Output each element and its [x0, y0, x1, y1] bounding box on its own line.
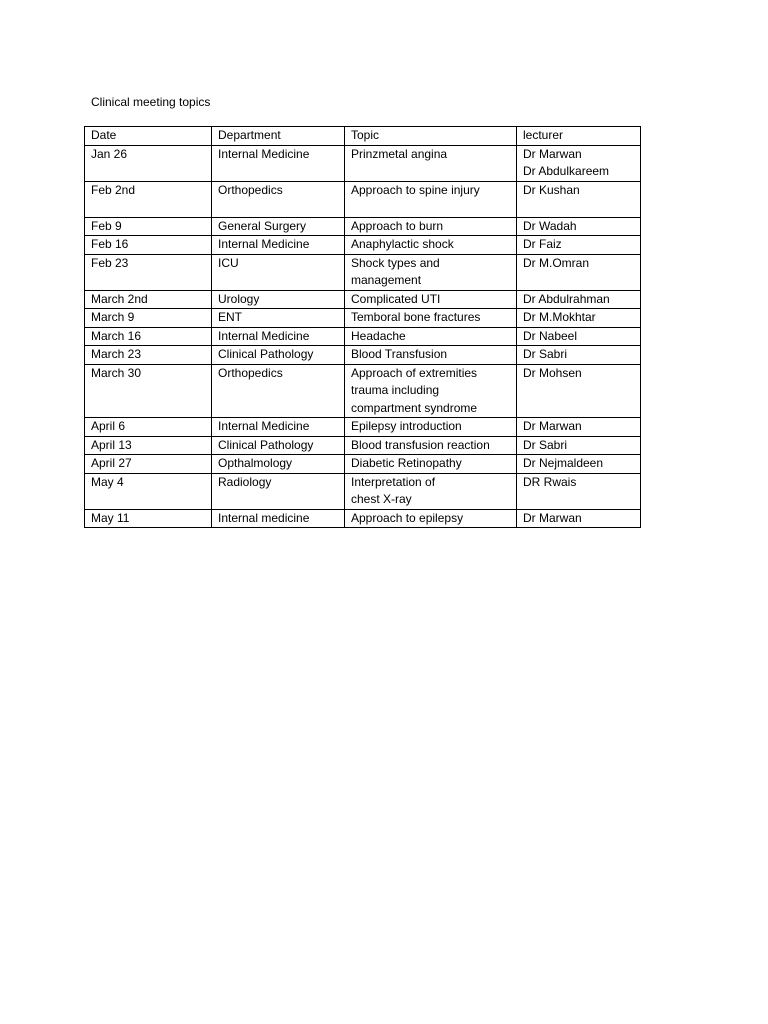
header-department: Department [212, 127, 345, 146]
cell-department-text: Orthopedics [218, 365, 283, 380]
cell-topic [345, 309, 517, 328]
table-row [85, 364, 641, 418]
cell-lecturer-text: Dr Sabri [523, 347, 568, 361]
cell-topic [345, 436, 517, 455]
cell-department-text: Orthopedics [218, 182, 283, 197]
table-row [85, 509, 641, 528]
cell-topic-text: Temboral bone fractures [351, 310, 481, 324]
header-topic: Topic [345, 127, 517, 146]
cell-date [85, 346, 212, 365]
table-row [85, 217, 641, 236]
cell-department [212, 145, 345, 181]
cell-date [85, 254, 212, 290]
header-lecturer: lecturer [517, 127, 641, 146]
cell-date-text: March 30 [91, 365, 142, 380]
cell-lecturer-text: Dr Nabeel [523, 328, 578, 343]
cell-department [212, 236, 345, 255]
cell-date-text: April 13 [91, 437, 132, 452]
cell-date-text: May 11 [91, 510, 130, 525]
cell-department-text: Urology [218, 291, 260, 306]
table-row [85, 181, 641, 217]
cell-lecturer [517, 509, 641, 528]
cell-lecturer-text: Dr Faiz [523, 237, 562, 251]
cell-lecturer-text: Dr M.Mokhtar [523, 310, 596, 324]
cell-topic-text: Approach to burn [351, 218, 444, 233]
cell-date-text: March 2nd [91, 291, 148, 306]
cell-topic-text: Epilepsy introduction [351, 419, 462, 433]
cell-department [212, 473, 345, 509]
cell-lecturer [517, 145, 641, 181]
cell-topic [345, 364, 517, 418]
cell-lecturer [517, 290, 641, 309]
cell-department [212, 364, 345, 418]
cell-topic [345, 217, 517, 236]
cell-lecturer [517, 236, 641, 255]
table-row [85, 236, 641, 255]
cell-topic [345, 145, 517, 181]
cell-department [212, 327, 345, 346]
cell-topic-text: Approach of extremities trauma including compartment syndrome [351, 365, 478, 415]
cell-date [85, 290, 212, 309]
cell-department-text: Internal Medicine [218, 328, 310, 343]
cell-lecturer [517, 217, 641, 236]
cell-department [212, 436, 345, 455]
cell-topic-text: Shock types and management [351, 255, 440, 287]
cell-topic-text: Anaphylactic shock [351, 237, 454, 251]
cell-lecturer-text: Dr Marwan [523, 510, 582, 525]
cell-date-text: Feb 9 [91, 218, 122, 233]
table-header-row [85, 127, 641, 146]
cell-date-text: Feb 16 [91, 237, 129, 251]
cell-topic-text: Interpretation of chest X-ray [351, 474, 436, 506]
table-row [85, 455, 641, 474]
cell-lecturer-text: Dr Wadah [523, 218, 577, 233]
cell-lecturer-text: Dr M.Omran [523, 255, 589, 270]
table-row [85, 145, 641, 181]
cell-date [85, 364, 212, 418]
cell-lecturer [517, 346, 641, 365]
cell-date [85, 327, 212, 346]
cell-topic [345, 236, 517, 255]
cell-date-text: Feb 2nd [91, 182, 136, 197]
cell-date-text: March 23 [91, 347, 142, 361]
cell-date [85, 309, 212, 328]
cell-department [212, 346, 345, 365]
cell-department-text: Internal Medicine [218, 419, 310, 433]
cell-date-text: Jan 26 [91, 146, 128, 161]
cell-topic [345, 290, 517, 309]
cell-department [212, 455, 345, 474]
table-row [85, 309, 641, 328]
meeting-schedule-table [84, 126, 641, 528]
cell-department [212, 181, 345, 217]
cell-lecturer [517, 327, 641, 346]
cell-date [85, 455, 212, 474]
cell-topic [345, 455, 517, 474]
cell-date [85, 181, 212, 217]
table-row [85, 290, 641, 309]
cell-date-text: March 16 [91, 328, 142, 343]
cell-topic-text: Prinzmetal angina [351, 146, 448, 161]
cell-lecturer-text: Dr Marwan Dr Abdulkareem [523, 146, 610, 178]
cell-date [85, 145, 212, 181]
cell-department-text: Internal Medicine [218, 237, 310, 251]
header-date: Date [85, 127, 212, 146]
cell-date [85, 236, 212, 255]
table-row [85, 254, 641, 290]
cell-date [85, 473, 212, 509]
cell-topic-text: Blood Transfusion [351, 347, 448, 361]
cell-department-text: Internal Medicine [218, 146, 310, 161]
cell-lecturer-text: Dr Abdulrahman [523, 291, 610, 306]
cell-lecturer-text: Dr Kushan [523, 182, 580, 197]
cell-lecturer [517, 418, 641, 437]
table-row [85, 436, 641, 455]
cell-date-text: May 4 [91, 474, 124, 489]
cell-topic-text: Blood transfusion reaction [351, 437, 490, 452]
cell-topic-text: Approach to epilepsy [351, 510, 464, 525]
cell-date [85, 217, 212, 236]
cell-lecturer [517, 436, 641, 455]
cell-date-text: April 27 [91, 456, 132, 470]
cell-date [85, 509, 212, 528]
cell-department-text: Opthalmology [218, 456, 293, 470]
cell-lecturer [517, 181, 641, 217]
cell-department [212, 309, 345, 328]
cell-lecturer [517, 309, 641, 328]
cell-lecturer-text: DR Rwais [523, 474, 577, 489]
cell-lecturer-text: Dr Mohsen [523, 365, 582, 380]
cell-department [212, 254, 345, 290]
cell-topic [345, 346, 517, 365]
cell-department [212, 290, 345, 309]
cell-date-text: March 9 [91, 310, 135, 324]
cell-topic [345, 327, 517, 346]
cell-lecturer-text: Dr Nejmaldeen [523, 456, 604, 470]
cell-topic [345, 418, 517, 437]
document-title: Clinical meeting topics [91, 95, 211, 109]
cell-date [85, 436, 212, 455]
cell-department [212, 418, 345, 437]
cell-topic [345, 181, 517, 217]
cell-topic [345, 473, 517, 509]
cell-department [212, 509, 345, 528]
cell-date-text: Feb 23 [91, 255, 129, 270]
table-row [85, 327, 641, 346]
cell-lecturer [517, 455, 641, 474]
cell-department-text: General Surgery [218, 218, 307, 233]
cell-department-text: Clinical Pathology [218, 437, 314, 452]
cell-department [212, 217, 345, 236]
cell-topic [345, 254, 517, 290]
cell-date [85, 418, 212, 437]
cell-topic [345, 509, 517, 528]
cell-lecturer [517, 473, 641, 509]
table-row [85, 473, 641, 509]
table-row [85, 418, 641, 437]
table-row [85, 346, 641, 365]
cell-lecturer [517, 254, 641, 290]
cell-lecturer [517, 364, 641, 418]
cell-lecturer-text: Dr Sabri [523, 437, 568, 452]
cell-topic-text: Diabetic Retinopathy [351, 456, 462, 470]
cell-department-text: ICU [218, 255, 239, 270]
cell-department-text: Internal medicine [218, 510, 310, 525]
cell-department-text: Radiology [218, 474, 272, 489]
cell-department-text: Clinical Pathology [218, 347, 314, 361]
cell-date-text: April 6 [91, 419, 126, 433]
cell-topic-text: Headache [351, 328, 406, 343]
cell-lecturer-text: Dr Marwan [523, 419, 582, 433]
cell-department-text: ENT [218, 310, 242, 324]
cell-topic-text: Approach to spine injury [351, 182, 480, 197]
cell-topic-text: Complicated UTI [351, 291, 441, 306]
